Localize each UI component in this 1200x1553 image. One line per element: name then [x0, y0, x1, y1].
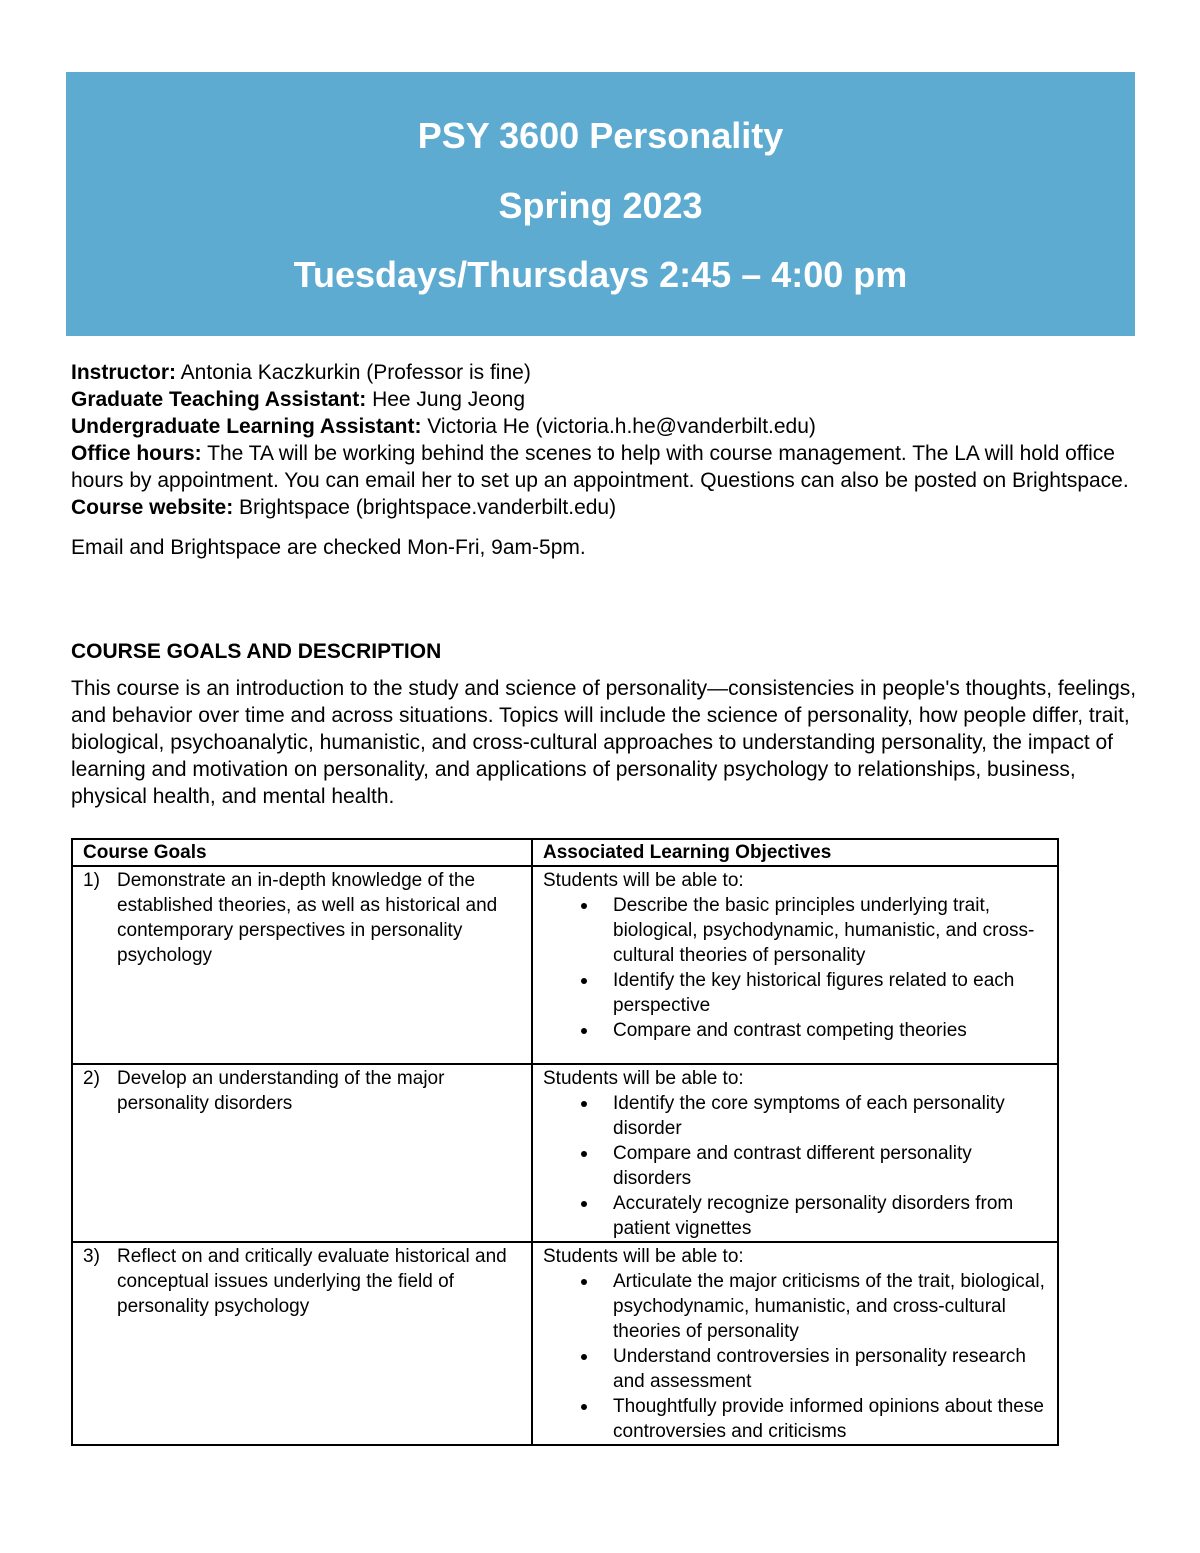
section-heading: COURSE GOALS AND DESCRIPTION: [71, 640, 442, 663]
instructor-line: [71, 359, 1131, 386]
goal-cell: [72, 866, 532, 1064]
goal-text: Reflect on and critically evaluate historical and conceptual issues underlying the field of personality psychology: [117, 1246, 507, 1317]
list-item: Identify the core symptoms of each personality disorder: [543, 1091, 1047, 1141]
ula-value: Victoria He (victoria.h.he@vanderbilt.edu): [421, 415, 816, 438]
course-schedule: Tuesdays/Thursdays 2:45 – 4:00 pm: [293, 254, 908, 295]
objectives-cell: [532, 866, 1058, 1064]
instructor-label: Instructor:: [71, 361, 176, 384]
list-item: Compare and contrast competing theories: [543, 1018, 1047, 1043]
goal-cell: [72, 1064, 532, 1242]
office-hours-label: Office hours:: [71, 442, 202, 465]
ula-line: [71, 413, 1131, 440]
gta-label: Graduate Teaching Assistant:: [71, 388, 367, 411]
instructor-value: Antonia Kaczkurkin (Professor is fine): [176, 361, 531, 384]
objectives-list: [543, 893, 1047, 1043]
goal-text: Demonstrate an in-depth knowledge of the established theories, as well as historical and contemporary perspectives in personality psychology: [117, 870, 498, 966]
objectives-cell: [532, 1064, 1058, 1242]
objectives-list: [543, 1269, 1047, 1444]
gta-value: Hee Jung Jeong: [366, 388, 526, 411]
goal-number: 1): [83, 870, 100, 891]
goals-table: [71, 838, 1059, 1446]
email-note: Email and Brightspace are checked Mon-Fri, 9am-5pm.: [71, 536, 586, 559]
gta-line: [71, 386, 1131, 413]
objectives-cell: [532, 1242, 1058, 1445]
office-hours-value: The TA will be working behind the scenes to help with course management. The LA will hold office hours by appointment. You can email her to set up an appointment. Questions can also be posted on Brightspace.: [71, 442, 1129, 492]
list-item: Compare and contrast different personality disorders: [543, 1141, 1047, 1191]
objectives-intro: Students will be able to:: [543, 870, 744, 891]
website-value: Brightspace (brightspace.vanderbilt.edu): [233, 496, 617, 519]
list-item: Understand controversies in personality research and assessment: [543, 1344, 1047, 1394]
list-item: Articulate the major criticisms of the trait, biological, psychodynamic, humanistic, and cross-cultural theories of personality: [543, 1269, 1047, 1344]
list-item: Identify the key historical figures related to each perspective: [543, 968, 1047, 1018]
course-info: [71, 359, 1131, 561]
goal-text: Develop an understanding of the major personality disorders: [117, 1068, 445, 1114]
title-banner: [66, 72, 1135, 336]
goal-number: 3): [83, 1246, 100, 1267]
office-hours-line: [71, 440, 1131, 494]
course-description: This course is an introduction to the study and science of personality—consistencies in people's thoughts, feelings, and behavior over time and across situations. Topics will include the science of personality, how people differ, trait, biological, psychoanalytic, humanistic, and cross-cultural approaches to understanding personality, the impact of learning and motivation on personality, and applications of personality psychology to relationships, business, physical health, and mental health.: [71, 677, 1137, 808]
goal-cell: [72, 1242, 532, 1445]
table-row: [72, 1064, 1058, 1242]
list-item: Thoughtfully provide informed opinions about these controversies and criticisms: [543, 1394, 1047, 1444]
goal-number: 2): [83, 1068, 100, 1089]
website-line: [71, 494, 1131, 521]
website-label: Course website:: [71, 496, 234, 519]
objectives-list: [543, 1091, 1047, 1241]
list-item: Accurately recognize personality disorders from patient vignettes: [543, 1191, 1047, 1241]
list-item: Describe the basic principles underlying trait, biological, psychodynamic, humanistic, and cross-cultural theories of personality: [543, 893, 1047, 968]
table-header-row: [72, 839, 1058, 866]
header-learning-objectives: Associated Learning Objectives: [532, 839, 1058, 866]
objectives-intro: Students will be able to:: [543, 1068, 744, 1089]
course-term: Spring 2023: [498, 185, 703, 226]
header-course-goals: Course Goals: [72, 839, 532, 866]
table-row: [72, 1242, 1058, 1445]
course-title: PSY 3600 Personality: [417, 115, 784, 156]
table-row: [72, 866, 1058, 1064]
ula-label: Undergraduate Learning Assistant:: [71, 415, 422, 438]
objectives-intro: Students will be able to:: [543, 1246, 744, 1267]
